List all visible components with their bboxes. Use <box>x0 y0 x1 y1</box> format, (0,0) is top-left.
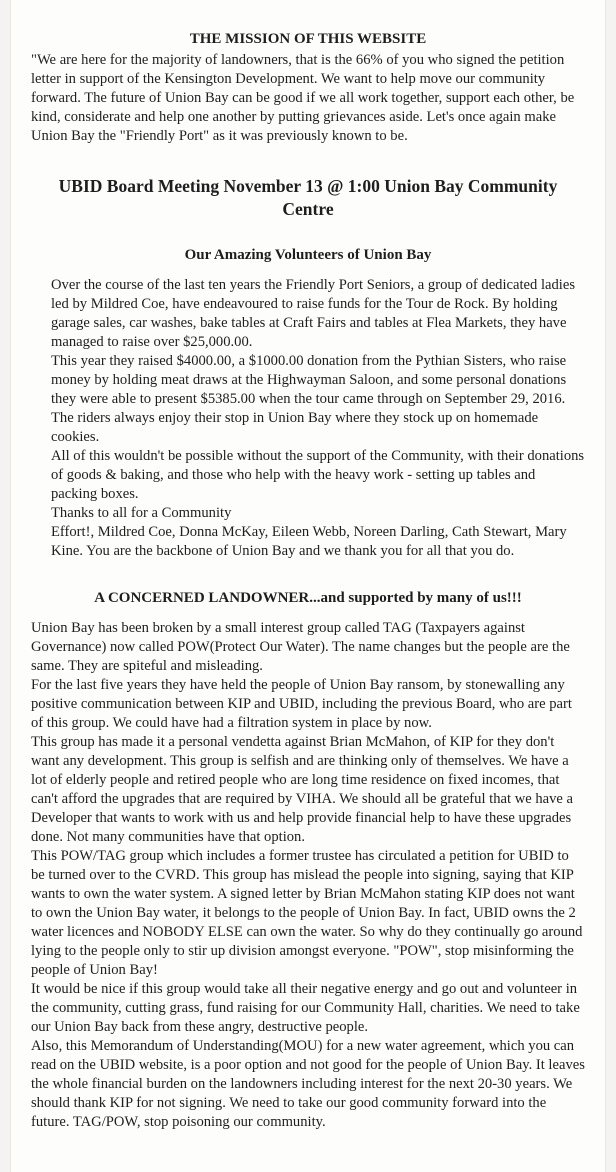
landowner-body <box>31 619 585 1132</box>
landowner-paragraph: Union Bay has been broken by a small interest group called TAG (Taxpayers against Governance) now called POW(Protect Our Water). The name changes but the people are the same. They are spiteful and misleading. <box>31 620 570 674</box>
mission-heading: THE MISSION OF THIS WEBSITE <box>189 31 427 47</box>
landowner-heading: A CONCERNED LANDOWNER...and supported by many of us!!! <box>94 590 522 606</box>
landowner-paragraph: It would be nice if this group would take all their negative energy and go out and volunteer in the community, cutting grass, fund raising for our Community Hall, charities. We need to take our Union Bay back from these angry, destructive people. <box>31 981 580 1035</box>
volunteers-section <box>31 246 585 561</box>
landowner-paragraph: This group has made it a personal vendetta against Brian McMahon, of KIP for they don't want any development. This group is selfish and are thinking only of themselves. We have a lot of elderly people and retired people who are long time residence on fixed incomes, that can't afford the upgrades that are required by VIHA. We should all be grateful that we have a Developer that wants to work with us and help provide financial help to have these upgrades done. Not many communities have that option. <box>31 734 574 845</box>
volunteers-paragraph: This year they raised $4000.00, a $1000.00 donation from the Pythian Sisters, who raise money by holding meat draws at the Highwayman Saloon, and some personal donations they were able to present $5385.00 when the tour came through on September 29, 2016. The riders always enjoy their stop in Union Bay where they stock up on homemade cookies. <box>51 353 567 445</box>
page <box>10 0 606 1172</box>
landowner-section <box>31 589 585 1132</box>
mission-section <box>31 30 585 146</box>
landowner-paragraph: Also, this Memorandum of Understanding(MOU) for a new water agreement, which you can read on the UBID website, is a poor option and not good for the people of Union Bay. It leaves the whole financial burden on the landowners including interest for the next 20-30 years. We should thank KIP for not signing. We need to take our good community forward into the future. TAG/POW, stop poisoning our community. <box>31 1038 585 1130</box>
volunteers-paragraph: All of this wouldn't be possible without the support of the Community, with their donations of goods & baking, and those who help with the heavy work - setting up tables and packing boxes. <box>51 448 585 502</box>
volunteers-paragraph: Effort!, Mildred Coe, Donna McKay, Eileen Webb, Noreen Darling, Cath Stewart, Mary Kine. You are the backbone of Union Bay and we thank you for all that you do. <box>51 524 567 559</box>
meeting-heading: UBID Board Meeting November 13 @ 1:00 Union Bay Community Centre <box>58 176 558 219</box>
volunteers-paragraph: Thanks to all for a Community <box>51 505 232 521</box>
landowner-paragraph: This POW/TAG group which includes a former trustee has circulated a petition for UBID to be turned over to the CVRD. This group has mislead the people into signing, saying that KIP wants to own the water system. A signed letter by Brian McMahon stating KIP does not want to own the Union Bay water, it belongs to the people of Union Bay. In fact, UBID owns the 2 water licences and NOBODY ELSE can own the water. So why do they continually go around lying to the people only to stir up division amongst everyone. "POW", stop misinforming the people of Union Bay! <box>31 848 583 978</box>
meeting-section <box>31 175 585 221</box>
volunteers-paragraph: Over the course of the last ten years the Friendly Port Seniors, a group of dedicated ladies led by Mildred Coe, have endeavoured to raise funds for the Tour de Rock. By holding garage sales, car washes, bake tables at Craft Fairs and tables at Flea Markets, they have managed to raise over $25,000.00. <box>51 277 576 350</box>
volunteers-body <box>51 276 585 561</box>
mission-paragraph: "We are here for the majority of landowners, that is the 66% of you who signed the petition letter in support of the Kensington Development. We want to help move our community forward. The future of Union Bay can be good if we all work together, support each other, be kind, considerate and help one another by putting grievances aside. Let's once again make Union Bay the "Friendly Port" as it was previously known to be. <box>31 52 575 144</box>
landowner-paragraph: For the last five years they have held the people of Union Bay ransom, by stonewalling any positive communication between KIP and UBID, including the previous Board, who are part of this group. We could have had a filtration system in place by now. <box>31 677 572 731</box>
volunteers-heading: Our Amazing Volunteers of Union Bay <box>184 247 432 263</box>
